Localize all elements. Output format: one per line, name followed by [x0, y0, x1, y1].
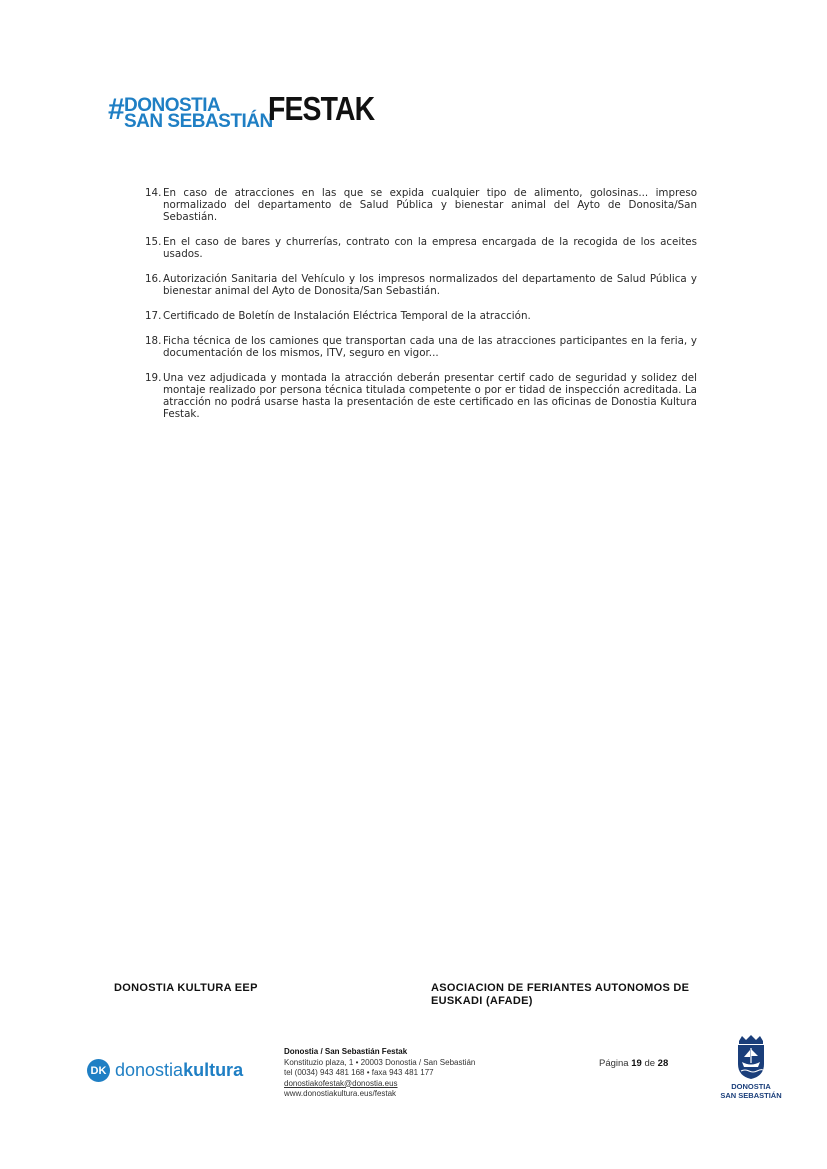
item-text: Autorización Sanitaria del Vehículo y los impresos normalizados del departamento de Salud Pública y bienestar animal del Ayto de Donosita/San Sebastián. [163, 273, 697, 297]
page-sep: de [644, 1058, 656, 1069]
website-link[interactable]: www.donostiakultura.eus/festak [284, 1089, 397, 1098]
item-text: Certificado de Boletín de Instalación Eléctrica Temporal de la atracción. [163, 310, 531, 322]
list-item [145, 236, 697, 260]
city-crest [716, 1034, 786, 1100]
donostia-kultura-logo [87, 1059, 243, 1082]
logo-line-san-sebastian: SAN SEBASTIÁN [124, 111, 273, 132]
logo-line-donostia: DONOSTIA [124, 95, 221, 116]
item-text: En el caso de bares y churrerías, contrato con la empresa encargada de la recogida de los aceites usados. [163, 236, 697, 260]
item-text: En caso de atracciones en las que se expida cualquier tipo de alimento, golosinas... impreso normalizado del departamento de Salud Pública y bienestar animal del Ayto de Donosita/San Sebastián. [163, 187, 697, 223]
item-number: 16. [145, 273, 162, 285]
list-item [145, 335, 697, 359]
email-link[interactable]: donostiakofestak@donostia.eus [284, 1078, 398, 1088]
item-number: 15. [145, 236, 162, 248]
list-item [145, 310, 697, 322]
footer-address [284, 1047, 475, 1100]
list-item [145, 372, 697, 420]
item-text: Ficha técnica de los camiones que transportan cada una de las atracciones participantes en la feria, y documentación de los mismos, ITV, seguro en vigor... [163, 335, 697, 359]
item-number: 14. [145, 187, 162, 199]
dk-wordmark [115, 1060, 243, 1081]
signature-right-line2: EUSKADI (AFADE) [431, 995, 533, 1007]
logo-word-festak: FESTAK [268, 90, 375, 127]
signature-right-line1: ASOCIACION DE FERIANTES AUTONOMOS DE [431, 982, 690, 994]
crest-city-line1: DONOSTIA [731, 1082, 771, 1091]
address-line: Konstituzio plaza, 1 • 20003 Donostia / San Sebastián [284, 1057, 476, 1067]
signature-right [431, 982, 689, 1008]
item-text: Una vez adjudicada y montada la atracción deberán presentar certif cado de seguridad y solidez del montaje realizado por persona técnica titulada competente o por er tidad de inspección acreditada. La atracción no podrá usarse hasta la presentación de este certificado en las oficinas de Donostia Kultura Festak. [163, 372, 697, 420]
crest-icon [733, 1034, 769, 1080]
address-title: Donostia / San Sebastián Festak [284, 1047, 408, 1056]
signature-left: DONOSTIA KULTURA EEP [114, 982, 258, 994]
dk-word-bold: kultura [183, 1060, 244, 1080]
list-item [145, 273, 697, 297]
dk-icon: DK [87, 1059, 110, 1082]
logo-hash: # [108, 93, 125, 126]
page-prefix: Página [599, 1058, 629, 1069]
page-total: 28 [657, 1058, 669, 1069]
page-number [599, 1058, 668, 1069]
list-item [145, 187, 697, 223]
phone-line: tel (0034) 943 481 168 • faxa 943 481 177 [284, 1068, 434, 1077]
item-number: 18. [145, 335, 162, 347]
page-current: 19 [631, 1058, 642, 1069]
crest-city-line2: SAN SEBASTIÁN [720, 1091, 782, 1100]
item-number: 19. [145, 372, 162, 384]
requirements-list [145, 187, 697, 433]
item-number: 17. [145, 310, 162, 322]
dk-word-light: donostia [115, 1060, 184, 1080]
